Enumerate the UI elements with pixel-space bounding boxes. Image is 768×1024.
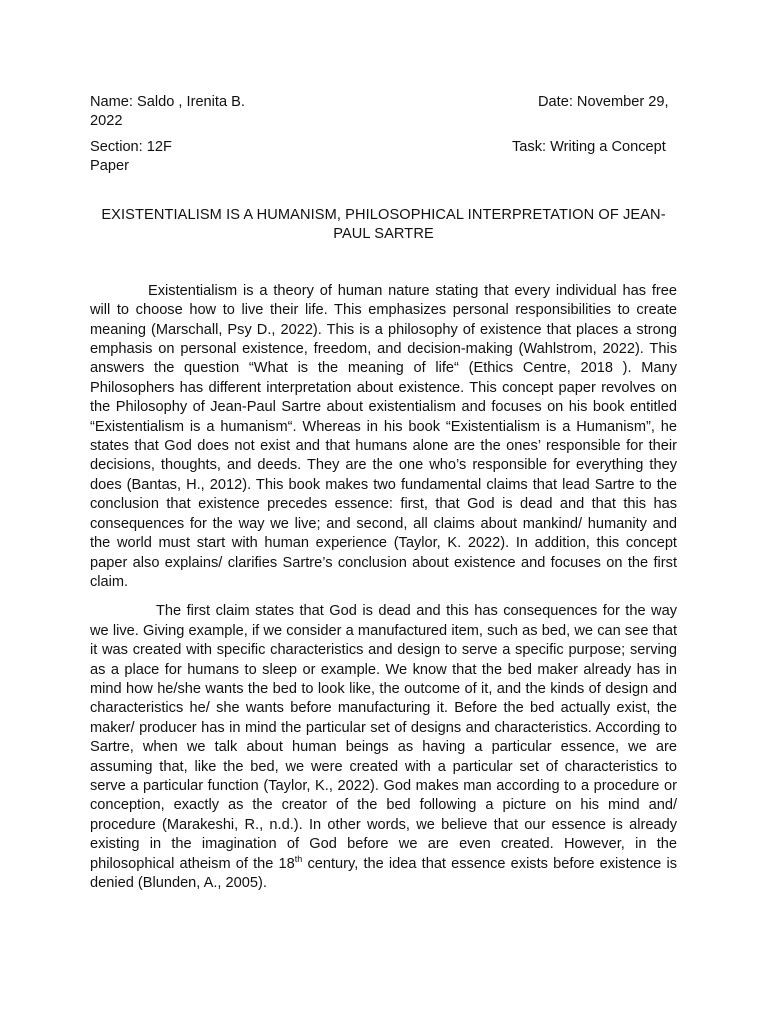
title-line-2: PAUL SARTRE bbox=[333, 226, 434, 243]
paragraph-2-text-end: century, the idea that essence exists before existence is denied (Blunden, A., 2005). bbox=[90, 855, 677, 891]
section-text: Section: 12F bbox=[90, 139, 172, 155]
title-line-1: EXISTENTIALISM IS A HUMANISM, PHILOSOPHICAL INTERPRETATION OF JEAN- bbox=[101, 207, 666, 223]
paragraph-2-text: The first claim states that God is dead and this has consequences for the way we live. Giving example, if we consider a manufactured item, such as bed, we can see that it was created with specific characteristics and design to serve a specific purpose; serving as a place for humans to sleep or example. We know that the bed maker already has in mind how he/she wants the bed to look like, the outcome of it, and the kinds of design and characteristics he/ she wants before manufacturing it. Before the bed actually exist, the maker/ producer has in mind the particular set of designs and characteristics. According to Sartre, when we talk about human beings as having a particular essence, we are assuming that, like the bed, we were created with a particular set of characteristics to serve a particular function (Taylor, K., 2022). God makes man according to a procedure or conception, exactly as the creator of the bed following a picture on his mind and/ procedure (Marakeshi, R., n.d.). In other words, we believe that our essence is already existing in the imagination of God before we are even created. However, in the philosophical atheism of the 18 bbox=[90, 603, 677, 872]
name-date-row bbox=[90, 93, 677, 131]
task-field: Task: Writing a Concept bbox=[512, 139, 666, 155]
name-text: Name: Saldo , Irenita B. bbox=[90, 94, 245, 110]
document-title bbox=[90, 206, 677, 245]
date-year-text: 2022 bbox=[90, 113, 123, 130]
section-task-row bbox=[90, 138, 677, 176]
paragraph-1: Existentialism is a theory of human nature stating that every individual has free will to choose how to live their life. This emphasizes personal responsibilities to create meaning (Marschall, Psy D., 2022). This is a philosophy of existence that places a strong emphasis on personal existence, freedom, and decision-making (Wahlstrom, 2022). This answers the question “What is the meaning of life“ (Ethics Centre, 2018 ). Many Philosophers has different interpretation about existence. This concept paper revolves on the Philosophy of Jean-Paul Sartre about existentialism and focuses on his book entitled “Existentialism is a humanism“. Whereas in his book “Existentialism is a Humanism”, he states that God does not exist and that humans alone are the ones’ responsible for their decisions, thoughts, and deeds. They are the one who’s responsible for everything they does (Bantas, H., 2012). This book makes two fundamental claims that lead Sartre to the conclusion that existence precedes essence: first, that God is dead and that this has consequences for the way we live; and second, all claims about mankind/ humanity and the world must start with human experience (Taylor, K. 2022). In addition, this concept paper also explains/ clarifies Sartre’s conclusion about existence and focuses on the first claim. bbox=[90, 282, 677, 590]
document-body bbox=[90, 282, 677, 894]
document-page bbox=[90, 93, 677, 903]
ordinal-superscript: th bbox=[294, 853, 303, 864]
task-wrap-text: Paper bbox=[90, 158, 129, 175]
paragraph-2 bbox=[90, 602, 677, 893]
date-field: Date: November 29, bbox=[538, 94, 669, 110]
